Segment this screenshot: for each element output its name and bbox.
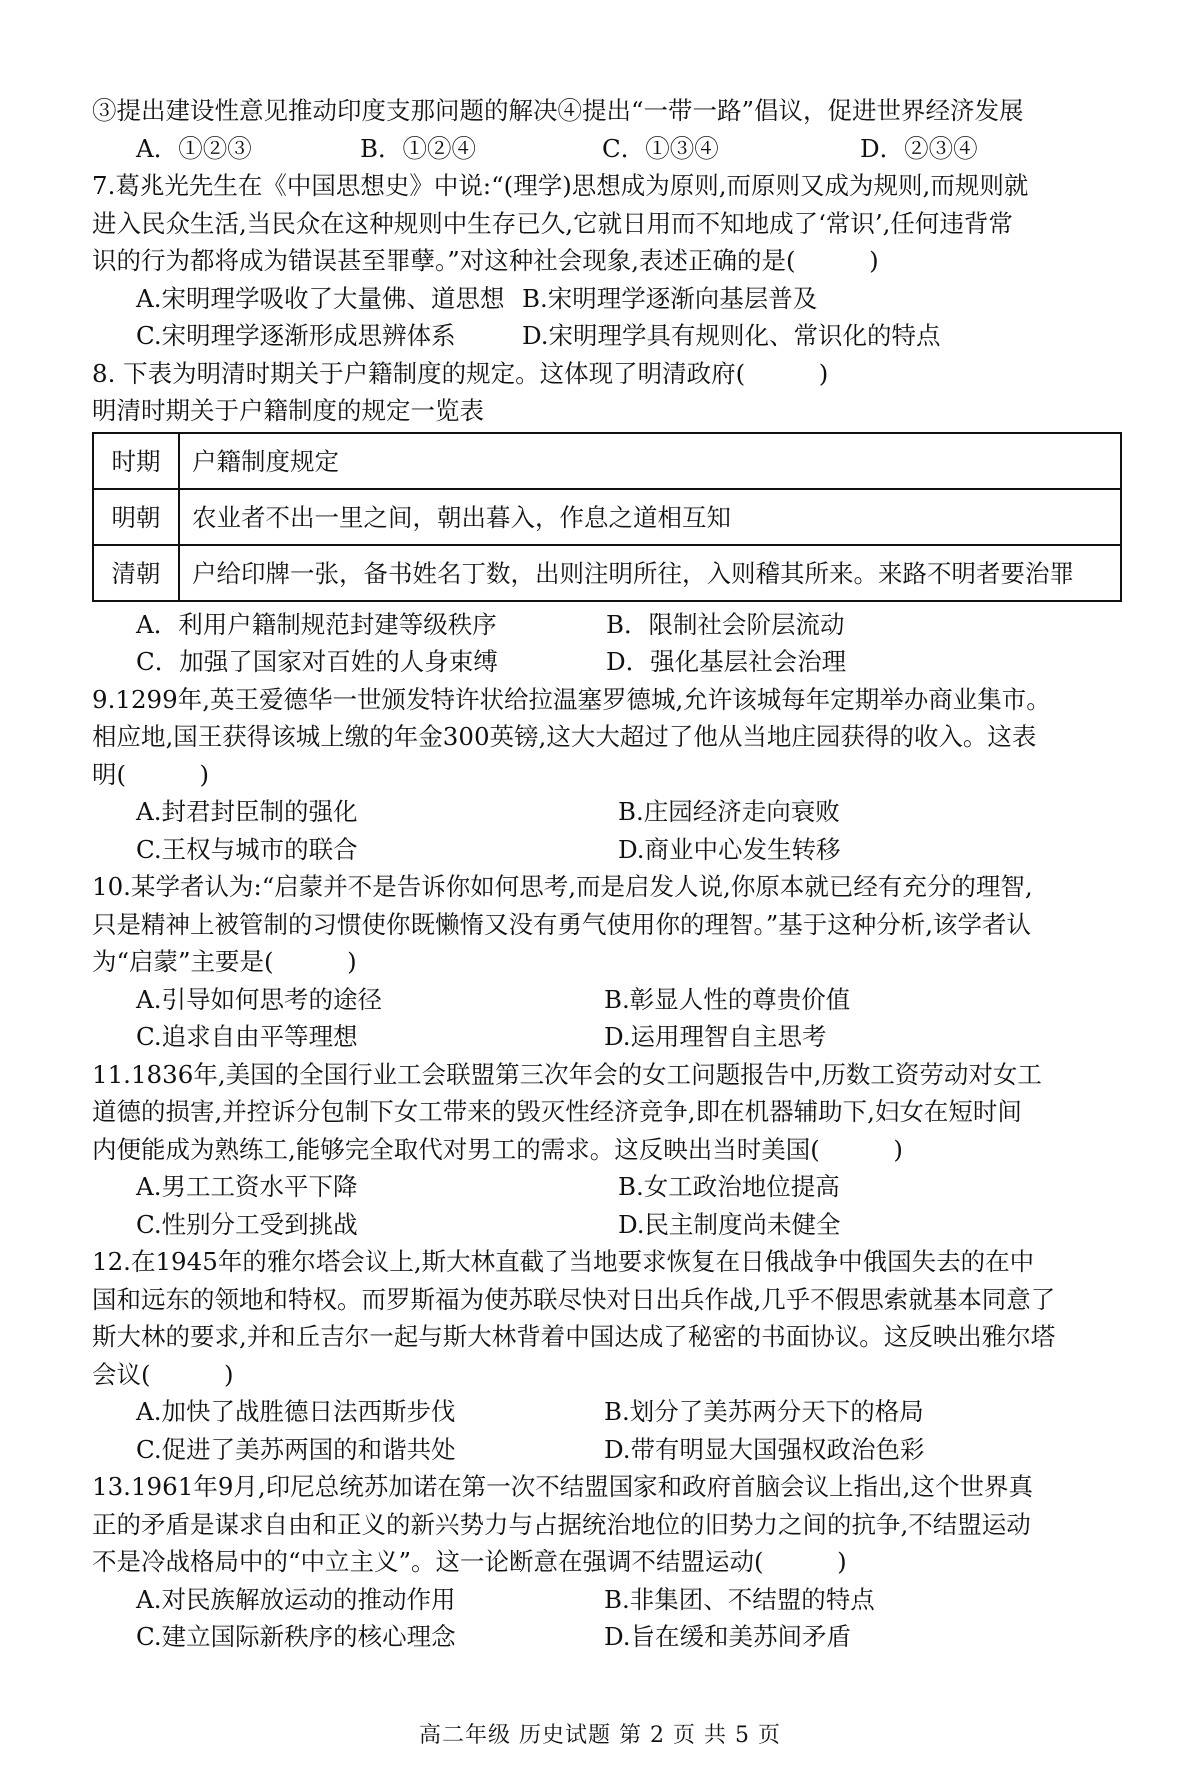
q10-option-c: C.追求自由平等理想 xyxy=(136,1022,358,1051)
q8-options-row-1 xyxy=(92,606,1122,644)
q12-stem-line: 12.在1945年的雅尔塔会议上,斯大林直截了当地要求恢复在日俄战争中俄国失去的在中 xyxy=(92,1247,1035,1276)
q12-stem-line: 会议( ) xyxy=(92,1359,234,1389)
table-row xyxy=(93,545,1121,601)
q8-options-row-2 xyxy=(92,643,1122,681)
q9-options-row-1 xyxy=(92,793,1122,831)
q9-option-b: B.庄园经济走向衰败 xyxy=(618,797,840,826)
q10-option-a: A.引导如何思考的途径 xyxy=(136,984,382,1014)
q7-options-row-1 xyxy=(92,280,1122,318)
q6-option-b: B．①②④ xyxy=(360,133,477,163)
q12-stem-line: 斯大林的要求,并和丘吉尔一起与斯大林背着中国达成了秘密的书面协议。这反映出雅尔塔 xyxy=(92,1322,1056,1351)
q7-stem-line: 识的行为都将成为错误甚至罪孽。”对这种社会现象,表述正确的是( ) xyxy=(92,246,879,275)
q11-option-d: D.民主制度尚未健全 xyxy=(618,1209,841,1239)
q10-stem-line: 为“启蒙”主要是( ) xyxy=(92,947,357,976)
q13-stem-line: 13.1961年9月,印尼总统苏加诺在第一次不结盟国家和政府首脑会议上指出,这个世界真 xyxy=(92,1472,1033,1501)
q8-table-title: 明清时期关于户籍制度的规定一览表 xyxy=(92,396,484,425)
q7-option-d: D.宋明理学具有规则化、常识化的特点 xyxy=(522,321,941,350)
q10-options-row-1 xyxy=(92,981,1122,1019)
q6-options xyxy=(92,130,1122,168)
q13-option-c: C.建立国际新秩序的核心理念 xyxy=(136,1622,456,1651)
q11-stem-line: 道德的损害,并控诉分包制下女工带来的毁灭性经济竞争,即在机器辅助下,妇女在短时间 xyxy=(92,1097,1022,1126)
q11-option-a: A.男工工资水平下降 xyxy=(136,1172,358,1201)
q9-options-row-2 xyxy=(92,831,1122,869)
table-row xyxy=(93,489,1121,545)
q7-option-b: B.宋明理学逐渐向基层普及 xyxy=(522,283,818,313)
q8-option-b: B．限制社会阶层流动 xyxy=(606,609,845,639)
q8-option-c: C．加强了国家对百姓的人身束缚 xyxy=(136,647,498,676)
q13-option-b: B.非集团、不结盟的特点 xyxy=(604,1584,875,1614)
household-registration-table xyxy=(92,432,1122,602)
q10-options-row-2 xyxy=(92,1018,1122,1056)
table-cell-rule: 户给印牌一张，备书姓名丁数，出则注明所往，入则稽其所来。来路不明者要治罪 xyxy=(179,545,1121,601)
q12-options-row-1 xyxy=(92,1393,1122,1431)
q12-option-d: D.带有明显大国强权政治色彩 xyxy=(604,1434,925,1464)
q11-stem-line: 11.1836年,美国的全国行业工会联盟第三次年会的女工问题报告中,历数工资劳动对女工 xyxy=(92,1059,1042,1089)
q10-stem-line: 只是精神上被管制的习惯使你既懒惰又没有勇气使用你的理智。”基于这种分析,该学者认 xyxy=(92,909,1032,939)
q9-option-d: D.商业中心发生转移 xyxy=(618,834,841,864)
q7-option-c: C.宋明理学逐渐形成思辨体系 xyxy=(136,321,456,350)
q10-stem-line: 10.某学者认为:“启蒙并不是告诉你如何思考,而是启发人说,你原本就已经有充分的理智, xyxy=(92,872,1033,901)
q7-stem-line: 进入民众生活,当民众在这种规则中生存已久,它就日用而不知地成了‘常识’,任何违背常 xyxy=(92,208,1013,238)
q12-option-a: A.加快了战胜德日法西斯步伐 xyxy=(136,1397,456,1426)
q10-option-b: B.彰显人性的尊贵价值 xyxy=(604,984,851,1014)
q13-stem-line: 不是冷战格局中的“中立主义”。这一论断意在强调不结盟运动( ) xyxy=(92,1547,847,1576)
table-cell-rule: 农业者不出一里之间，朝出暮入，作息之道相互知 xyxy=(179,489,1121,545)
q11-options-row-2 xyxy=(92,1206,1122,1244)
q6-option-d: D．②③④ xyxy=(860,133,978,163)
q9-option-c: C.王权与城市的联合 xyxy=(136,834,358,864)
q8-stem-line: 8. 下表为明清时期关于户籍制度的规定。这体现了明清政府( ) xyxy=(92,358,829,388)
q9-stem-line: 相应地,国王获得该城上缴的年金300英镑,这大大超过了他从当地庄园获得的收入。这表 xyxy=(92,722,1037,751)
q13-option-d: D.旨在缓和美苏间矛盾 xyxy=(604,1622,852,1651)
q6-option-a: A．①②③ xyxy=(136,133,252,163)
q6-statement-tail: ③提出建设性意见推动印度支那问题的解决④提出“一带一路”倡议，促进世界经济发展 xyxy=(92,96,1024,125)
q12-stem-line: 国和远东的领地和特权。而罗斯福为使苏联尽快对日出兵作战,几乎不假思索就基本同意了 xyxy=(92,1284,1056,1314)
table-header-row xyxy=(93,433,1121,489)
q13-option-a: A.对民族解放运动的推动作用 xyxy=(136,1584,456,1614)
q9-stem-line: 9.1299年,英王爱德华一世颁发特许状给拉温塞罗德城,允许该城每年定期举办商业集市。 xyxy=(92,684,1051,714)
table-header-cell: 时期 xyxy=(93,433,179,489)
q11-option-b: B.女工政治地位提高 xyxy=(618,1172,840,1201)
q13-options-row-1 xyxy=(92,1581,1122,1619)
table-header-cell: 户籍制度规定 xyxy=(179,433,1121,489)
table-cell-period: 明朝 xyxy=(93,489,179,545)
q11-stem-line: 内便能成为熟练工,能够完全取代对男工的需求。这反映出当时美国( ) xyxy=(92,1134,903,1164)
q12-options-row-2 xyxy=(92,1431,1122,1469)
q6-option-c: C．①③④ xyxy=(602,133,719,163)
q7-option-a: A.宋明理学吸收了大量佛、道思想 xyxy=(136,283,505,313)
q8-option-a: A．利用户籍制规范封建等级秩序 xyxy=(136,609,497,639)
q11-option-c: C.性别分工受到挑战 xyxy=(136,1209,358,1239)
q13-stem-line: 正的矛盾是谋求自由和正义的新兴势力与占据统治地位的旧势力之间的抗争,不结盟运动 xyxy=(92,1509,1031,1539)
q9-stem-line: 明( ) xyxy=(92,759,210,789)
q11-options-row-1 xyxy=(92,1168,1122,1206)
q8-option-d: D．强化基层社会治理 xyxy=(606,647,847,676)
q7-options-row-2 xyxy=(92,317,1122,355)
q10-option-d: D.运用理智自主思考 xyxy=(604,1022,827,1051)
q13-options-row-2 xyxy=(92,1618,1122,1656)
q12-option-c: C.促进了美苏两国的和谐共处 xyxy=(136,1434,456,1464)
q12-option-b: B.划分了美苏两分天下的格局 xyxy=(604,1397,924,1426)
q9-option-a: A.封君封臣制的强化 xyxy=(136,797,358,826)
q7-stem-line: 7.葛兆光先生在《中国思想史》中说:“(理学)思想成为原则,而原则又成为规则,而规则就 xyxy=(92,171,1029,200)
table-cell-period: 清朝 xyxy=(93,545,179,601)
page-footer: 高二年级 历史试题 第 2 页 共 5 页 xyxy=(419,1723,781,1748)
exam-page xyxy=(92,92,1122,1656)
